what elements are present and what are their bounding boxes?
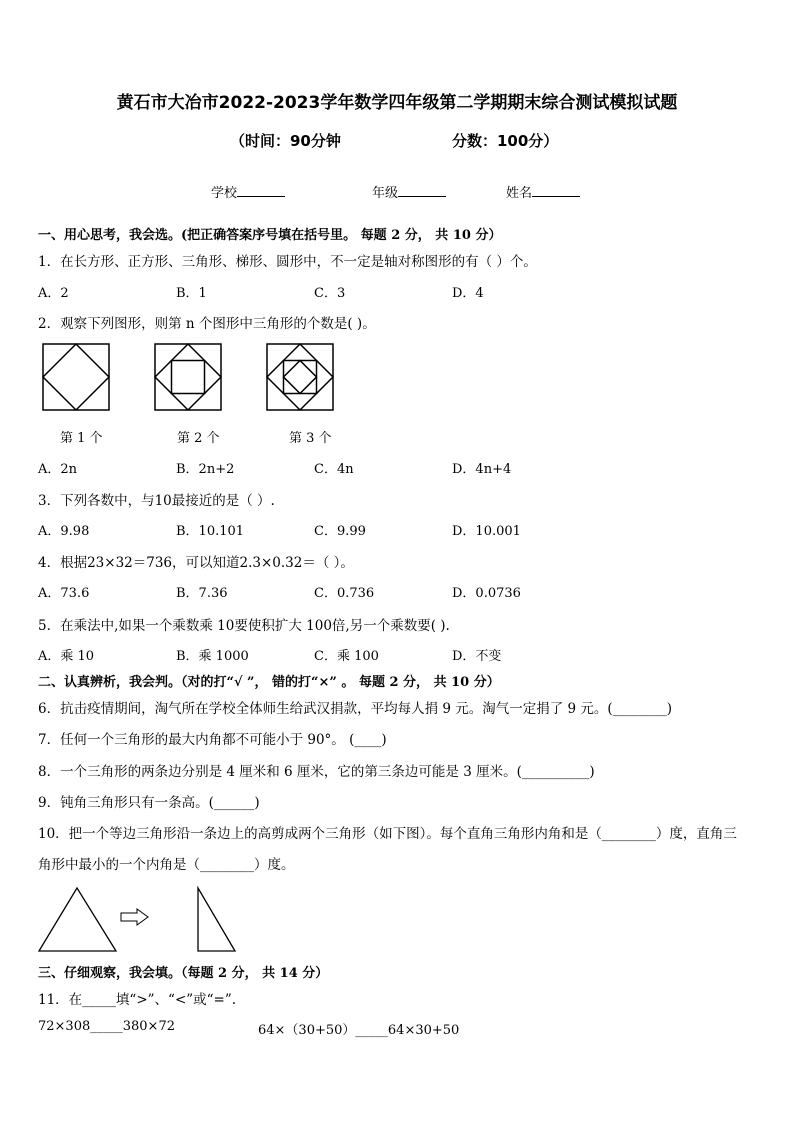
- figure-1: [42, 343, 110, 411]
- q4-option-b: B．7.36: [176, 586, 228, 601]
- section-2-heading: 二、认真辨析，我会判。（对的打“√ ”， 错的打“×” 。 每题 2 分， 共 10 分）: [38, 675, 500, 690]
- question-9: 9．钝角三角形只有一条高。(______): [38, 795, 260, 811]
- q3-option-d: D．10.001: [452, 524, 521, 539]
- name-field: [506, 182, 580, 201]
- name-label: 姓名: [506, 186, 533, 201]
- name-blank: [532, 184, 580, 197]
- section-3-heading: 三、仔细观察，我会填。（每题 2 分， 共 14 分）: [38, 966, 329, 981]
- q2-option-d: D．4n+4: [452, 462, 512, 477]
- q5-option-c: C．乘 100: [314, 649, 379, 664]
- question-5: 5．在乘法中,如果一个乘数乘 10要使积扩大 100倍,另一个乘数要( ).: [38, 618, 450, 634]
- grade-label: 年级: [372, 186, 399, 201]
- arrow-right-icon: [120, 908, 150, 926]
- question-2: 2．观察下列图形，则第 n 个图形中三角形的个数是( )。: [38, 316, 376, 332]
- q4-option-a: A．73.6: [38, 586, 90, 601]
- school-field: [211, 182, 285, 201]
- question-3: 3．下列各数中，与10最接近的是（ ）.: [38, 493, 275, 509]
- school-blank: [237, 184, 285, 197]
- q5-option-b: B．乘 1000: [176, 649, 249, 664]
- question-10-line-2: 角形中最小的一个内角是（________）度。: [38, 857, 295, 873]
- figure-1-label: 第 1 个: [60, 431, 103, 446]
- page-title: 黄石市大冶市2022-2023学年数学四年级第二学期期末综合测试模拟试题: [116, 93, 678, 113]
- q2-option-c: C．4n: [314, 462, 354, 477]
- q5-option-a: A．乘 10: [38, 649, 95, 664]
- question-11: 11．在_____填“>”、“<”或“=”.: [38, 992, 237, 1008]
- q1-option-d: D．4: [452, 286, 484, 301]
- q1-option-b: B．1: [176, 286, 207, 301]
- figure-3-label: 第 3 个: [289, 431, 332, 446]
- right-triangle-figure: [197, 887, 237, 953]
- q2-option-a: A．2n: [38, 462, 78, 477]
- q1-option-a: A．2: [38, 286, 69, 301]
- figure-2: [154, 343, 222, 411]
- q2-option-b: B．2n+2: [176, 462, 235, 477]
- q3-option-c: C．9.99: [314, 524, 366, 539]
- exam-score: 分数：100分）: [452, 132, 559, 150]
- q1-option-c: C．3: [314, 286, 346, 301]
- q4-option-c: C．0.736: [314, 586, 375, 601]
- exam-time: （时间：90分钟: [230, 132, 341, 150]
- school-label: 学校: [211, 186, 238, 201]
- equilateral-triangle-figure: [38, 887, 118, 953]
- figure-3: [266, 343, 334, 411]
- question-10-line-1: 10．把一个等边三角形沿一条边上的高剪成两个三角形（如下图）。每个直角三角形内角和是（________）度，直角三: [38, 826, 737, 842]
- q11-item-2: 64×（30+50）_____64×30+50: [258, 1023, 460, 1038]
- grade-blank: [398, 184, 446, 197]
- question-8: 8．一个三角形的两条边分别是 4 厘米和 6 厘米，它的第三条边可能是 3 厘米。(__________): [38, 764, 595, 780]
- question-4: 4．根据23×32＝736，可以知道2.3×0.32＝（ ）。: [38, 555, 354, 571]
- grade-field: [372, 182, 446, 201]
- q4-option-d: D．0.0736: [452, 586, 521, 601]
- q5-option-d: D．不变: [452, 649, 502, 664]
- question-6: 6．抗击疫情期间，淘气所在学校全体师生给武汉捐款，平均每人捐 9 元。淘气一定捐了 9 元。(________): [38, 701, 672, 717]
- question-1: 1．在长方形、正方形、三角形、梯形、圆形中，不一定是轴对称图形的有（ ）个。: [38, 254, 537, 270]
- q3-option-b: B．10.101: [176, 524, 245, 539]
- question-7: 7．任何一个三角形的最大内角都不可能小于 90°。 (____): [38, 732, 387, 748]
- section-1-heading: 一、用心思考，我会选。(把正确答案序号填在括号里。 每题 2 分， 共 10 分）: [38, 228, 502, 243]
- q11-item-1: 72×308_____380×72: [38, 1019, 175, 1034]
- q3-option-a: A．9.98: [38, 524, 90, 539]
- figure-2-label: 第 2 个: [177, 431, 220, 446]
